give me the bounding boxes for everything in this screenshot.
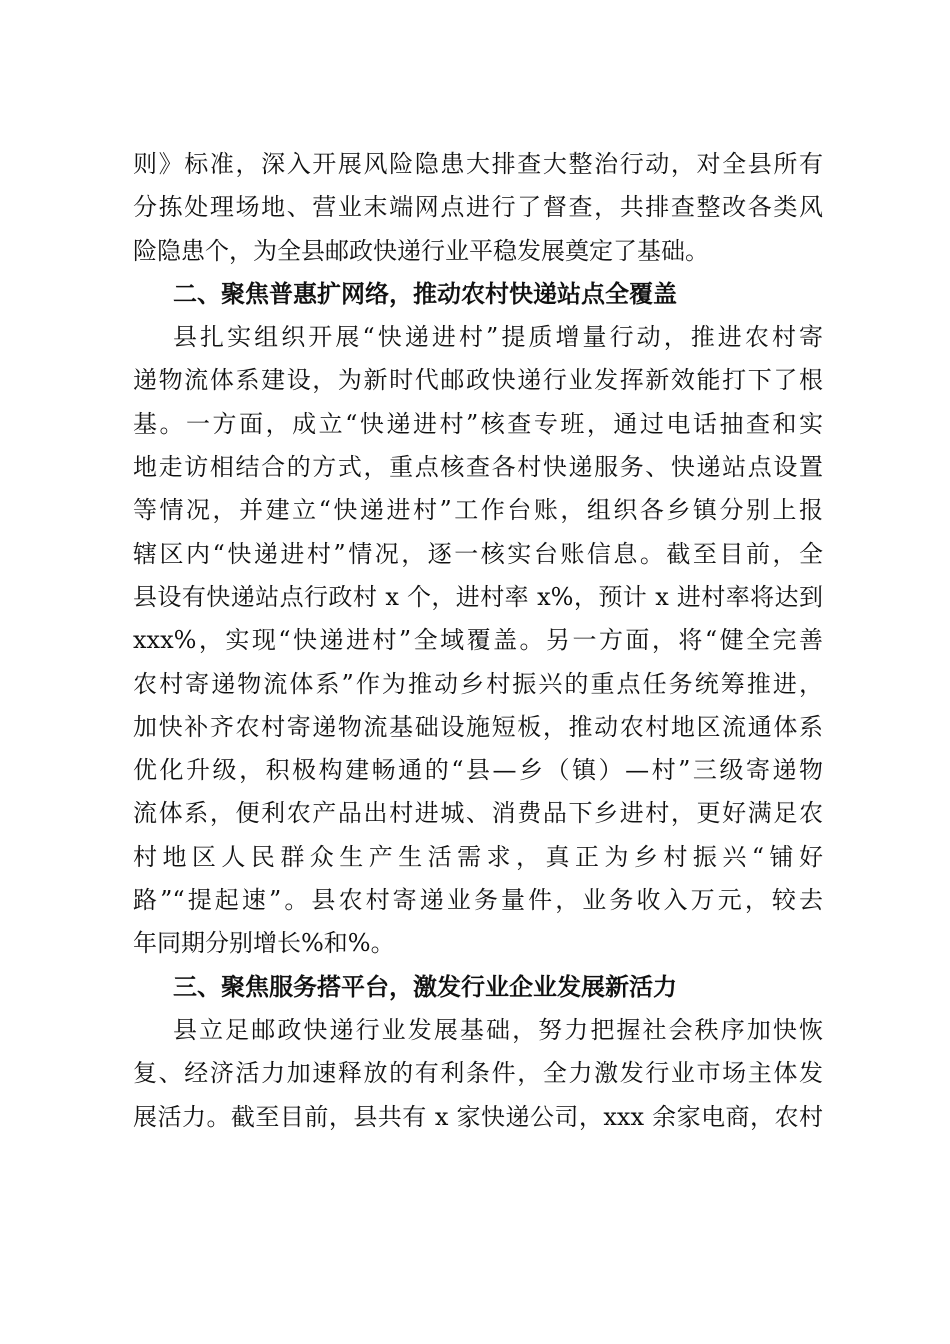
paragraph-first-line: 县立足邮政快递行业发展基础，努力把握社会秩序加快恢 <box>173 1015 823 1044</box>
text-line: 年同期分别增长%和%。 <box>133 929 395 958</box>
section-heading-3: 三、聚焦服务搭平台，激发行业企业发展新活力 <box>173 972 677 1001</box>
text-line: 优化升级，积极构建畅通的“县—乡（镇）—村”三级寄递物 <box>133 756 823 785</box>
section-heading-2: 二、聚焦普惠扩网络，推动农村快递站点全覆盖 <box>173 279 677 308</box>
text-line: 复、经济活力加速释放的有利条件，全力激发行业市场主体发 <box>133 1059 823 1088</box>
text-line: xxx%，实现“快递进村”全域覆盖。另一方面，将“健全完善 <box>133 626 823 655</box>
text-line: 分拣处理场地、营业末端网点进行了督查，共排查整改各类风 <box>133 193 823 222</box>
text-line: 基。一方面，成立“快递进村”核查专班，通过电话抽查和实 <box>133 409 823 438</box>
text-line: 农村寄递物流体系”作为推动乡村振兴的重点任务统筹推进， <box>133 669 823 698</box>
text-line: 村地区人民群众生产生活需求，真正为乡村振兴“铺好 <box>133 842 823 871</box>
text-line: 加快补齐农村寄递物流基础设施短板，推动农村地区流通体系 <box>133 712 823 741</box>
text-line: 地走访相结合的方式，重点核查各村快递服务、快递站点设置 <box>133 453 823 482</box>
text-line: 辖区内“快递进村”情况，逐一核实台账信息。截至目前，全 <box>133 539 823 568</box>
paragraph-first-line: 县扎实组织开展“快递进村”提质增量行动，推进农村寄 <box>173 323 823 352</box>
document-body <box>133 143 823 1139</box>
text-line: 流体系，便利农产品出村进城、消费品下乡进村，更好满足农 <box>133 799 823 828</box>
text-line: 险隐患个，为全县邮政快递行业平稳发展奠定了基础。 <box>133 236 709 265</box>
text-line: 县设有快递站点行政村 x 个，进村率 x%，预计 x 进村率将达到 <box>133 582 823 611</box>
text-line: 等情况，并建立“快递进村”工作台账，组织各乡镇分别上报 <box>133 496 823 525</box>
text-line: 则》标准，深入开展风险隐患大排查大整治行动，对全县所有 <box>133 150 823 178</box>
text-line: 展活力。截至目前，县共有 x 家快递公司，xxx 余家电商，农村 <box>133 1102 823 1131</box>
text-line: 路”“提起速”。县农村寄递业务量件，业务收入万元，较去 <box>133 886 823 915</box>
text-line: 递物流体系建设，为新时代邮政快递行业发挥新效能打下了根 <box>133 366 823 395</box>
